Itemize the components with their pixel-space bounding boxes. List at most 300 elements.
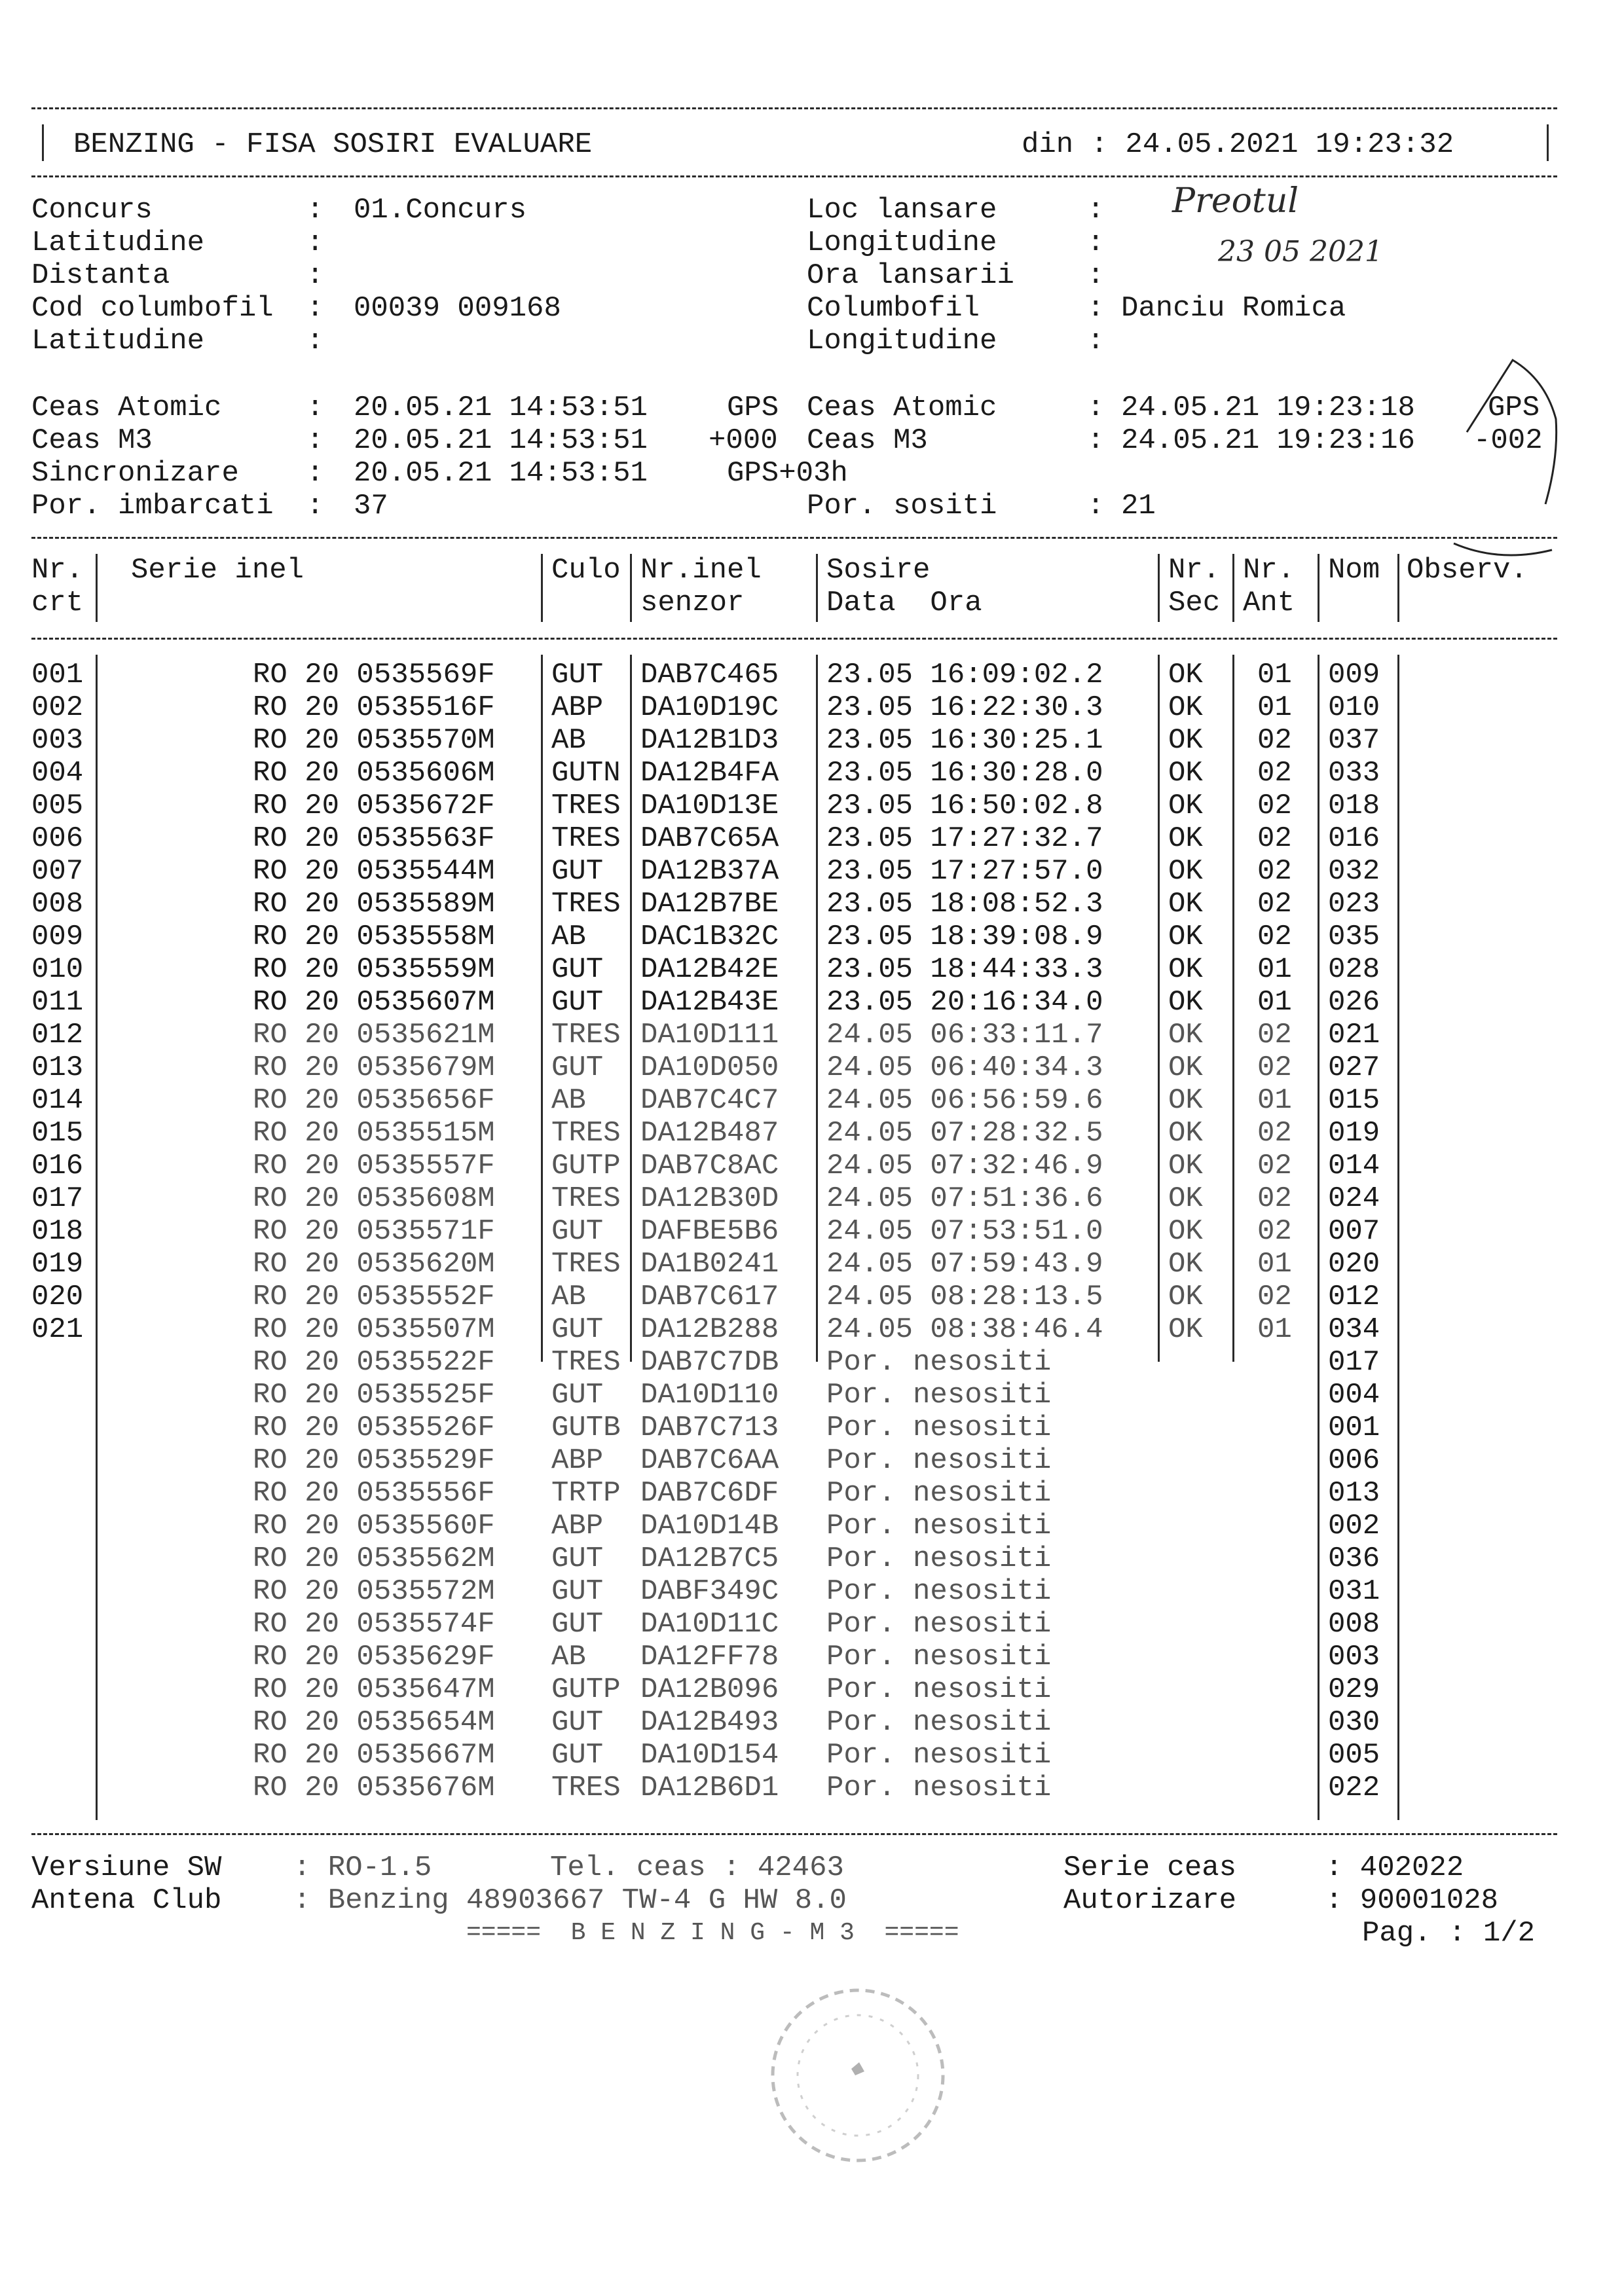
cell-serie: RO 20 0535589M — [253, 888, 495, 920]
col-sec: Sec — [1168, 587, 1221, 619]
cell-culo: GUTN — [551, 757, 621, 790]
cell-ant: 02 — [1257, 822, 1292, 855]
tel-ceas: Tel. ceas : 42463 — [550, 1851, 844, 1884]
table-row — [0, 855, 1624, 888]
cell-sec: OK — [1168, 691, 1203, 724]
cell-culo: GUT — [551, 1706, 604, 1739]
cell-serie: RO 20 0535679M — [253, 1051, 495, 1084]
cell-serie: RO 20 0535656F — [253, 1084, 495, 1117]
cell-nr: 015 — [31, 1117, 84, 1150]
cell-sosire: Por. nesositi — [826, 1608, 1052, 1641]
col-data-ora: Data Ora — [826, 587, 982, 619]
cell-nom: 027 — [1328, 1051, 1380, 1084]
cell-nom: 024 — [1328, 1182, 1380, 1215]
cell-culo: GUT — [551, 986, 604, 1019]
table-row — [0, 1608, 1624, 1641]
cell-serie: RO 20 0535544M — [253, 855, 495, 888]
cell-nom: 009 — [1328, 659, 1380, 691]
table-row — [0, 1346, 1624, 1379]
versiune-label: Versiune SW — [31, 1851, 222, 1884]
cell-sosire: 24.05 06:56:59.6 — [826, 1084, 1103, 1117]
info-label: Longitudine — [807, 227, 997, 259]
table-row — [0, 1673, 1624, 1706]
cell-nom: 020 — [1328, 1248, 1380, 1281]
cell-serie: RO 20 0535569F — [253, 659, 495, 691]
cell-culo: ABP — [551, 691, 604, 724]
cell-nom: 004 — [1328, 1379, 1380, 1412]
cell-nom: 021 — [1328, 1019, 1380, 1051]
cell-culo: AB — [551, 920, 586, 953]
info-value: 00039 009168 — [354, 292, 561, 325]
clock-extra: +000 — [709, 424, 778, 457]
cell-ant: 02 — [1257, 1182, 1292, 1215]
table-row — [0, 986, 1624, 1019]
cell-sosire: 24.05 07:53:51.0 — [826, 1215, 1103, 1248]
document-title: BENZING - FISA SOSIRI EVALUARE — [73, 128, 593, 161]
cell-serie: RO 20 0535529F — [253, 1444, 495, 1477]
cell-nom: 012 — [1328, 1281, 1380, 1313]
cell-sec: OK — [1168, 986, 1203, 1019]
cell-culo: GUT — [551, 1575, 604, 1608]
cell-ant: 01 — [1257, 691, 1292, 724]
cell-serie: RO 20 0535507M — [253, 1313, 495, 1346]
clock-label: Sincronizare — [31, 457, 239, 490]
title-bottom-rule — [31, 175, 1557, 177]
top-dashed-rule — [31, 107, 1557, 109]
handwritten-date: 23 05 2021 — [1218, 235, 1383, 268]
cell-nr: 005 — [31, 790, 84, 822]
table-row — [0, 790, 1624, 822]
handwritten-note: Preotul — [1172, 181, 1299, 221]
cell-culo: TRES — [551, 790, 621, 822]
cell-sosire: Por. nesositi — [826, 1444, 1052, 1477]
col-ant: Ant — [1243, 587, 1295, 619]
cell-sosire: 24.05 06:40:34.3 — [826, 1051, 1103, 1084]
table-row — [0, 724, 1624, 757]
table-row — [0, 888, 1624, 920]
table-row — [0, 691, 1624, 724]
cell-serie: RO 20 0535562M — [253, 1542, 495, 1575]
cell-nr: 007 — [31, 855, 84, 888]
cell-culo: AB — [551, 1281, 586, 1313]
cell-sec: OK — [1168, 1313, 1203, 1346]
cell-senzor: DAB7C617 — [640, 1281, 779, 1313]
cell-nom: 016 — [1328, 822, 1380, 855]
cell-senzor: DABF349C — [640, 1575, 779, 1608]
info-label: Distanta — [31, 259, 170, 292]
table-row — [0, 1379, 1624, 1412]
cell-sosire: 24.05 07:59:43.9 — [826, 1248, 1103, 1281]
clock-label: Ceas M3 — [31, 424, 153, 457]
cell-serie: RO 20 0535676M — [253, 1772, 495, 1804]
clock-extra: GPS+03h — [727, 457, 848, 490]
cell-ant: 02 — [1257, 1019, 1292, 1051]
cell-nom: 014 — [1328, 1150, 1380, 1182]
cell-sosire: 23.05 18:39:08.9 — [826, 920, 1103, 953]
cell-ant: 02 — [1257, 855, 1292, 888]
table-row — [0, 1281, 1624, 1313]
cell-nr: 018 — [31, 1215, 84, 1248]
cell-senzor: DA12FF78 — [640, 1641, 779, 1673]
cell-serie: RO 20 0535672F — [253, 790, 495, 822]
clock-label: Ceas Atomic — [31, 392, 222, 424]
info-label: Ora lansarii — [807, 259, 1014, 292]
cell-nom: 022 — [1328, 1772, 1380, 1804]
cell-nom: 036 — [1328, 1542, 1380, 1575]
cell-culo: GUT — [551, 1051, 604, 1084]
cell-culo: TRES — [551, 1772, 621, 1804]
cell-senzor: DA10D11C — [640, 1608, 779, 1641]
cell-nom: 007 — [1328, 1215, 1380, 1248]
cell-senzor: DA10D111 — [640, 1019, 779, 1051]
cell-senzor: DA10D19C — [640, 691, 779, 724]
cell-culo: GUT — [551, 1215, 604, 1248]
table-row — [0, 1575, 1624, 1608]
cell-serie: RO 20 0535607M — [253, 986, 495, 1019]
cell-nom: 001 — [1328, 1412, 1380, 1444]
cell-sosire: 23.05 16:50:02.8 — [826, 790, 1103, 822]
cell-nom: 034 — [1328, 1313, 1380, 1346]
cell-serie: RO 20 0535526F — [253, 1412, 495, 1444]
cell-serie: RO 20 0535556F — [253, 1477, 495, 1510]
table-row — [0, 659, 1624, 691]
cell-sosire: 24.05 07:28:32.5 — [826, 1117, 1103, 1150]
cell-senzor: DA12B43E — [640, 986, 779, 1019]
cell-nom: 015 — [1328, 1084, 1380, 1117]
cell-ant: 01 — [1257, 1313, 1292, 1346]
cell-sosire: Por. nesositi — [826, 1706, 1052, 1739]
cell-sosire: Por. nesositi — [826, 1379, 1052, 1412]
cell-sosire: Por. nesositi — [826, 1412, 1052, 1444]
cell-senzor: DAB7C6DF — [640, 1477, 779, 1510]
antena-label: Antena Club — [31, 1884, 222, 1917]
cell-sosire: Por. nesositi — [826, 1641, 1052, 1673]
cell-senzor: DA12B4FA — [640, 757, 779, 790]
table-row — [0, 1542, 1624, 1575]
clock-extra: -002 — [1473, 424, 1543, 457]
cell-ant: 02 — [1257, 920, 1292, 953]
cell-sec: OK — [1168, 1019, 1203, 1051]
cell-senzor: DA10D050 — [640, 1051, 779, 1084]
cell-culo: AB — [551, 1641, 586, 1673]
cell-nr: 004 — [31, 757, 84, 790]
cell-senzor: DA12B288 — [640, 1313, 779, 1346]
cell-ant: 01 — [1257, 1248, 1292, 1281]
clock-value: 37 — [354, 490, 388, 522]
clock-value: 24.05.21 19:23:18 — [1121, 392, 1415, 424]
col-senzor: senzor — [640, 587, 745, 619]
cell-culo: GUTP — [551, 1673, 621, 1706]
antena-value: : Benzing 48903667 TW-4 G HW 8.0 — [293, 1884, 847, 1917]
clock-extra: GPS — [727, 392, 779, 424]
cell-sosire: 23.05 16:22:30.3 — [826, 691, 1103, 724]
cell-nr: 012 — [31, 1019, 84, 1051]
cell-ant: 02 — [1257, 790, 1292, 822]
col-crt: crt — [31, 587, 84, 619]
cell-nr: 009 — [31, 920, 84, 953]
cell-culo: GUT — [551, 1379, 604, 1412]
cell-serie: RO 20 0535557F — [253, 1150, 495, 1182]
cell-ant: 02 — [1257, 1215, 1292, 1248]
col-observ: Observ. — [1407, 554, 1528, 587]
cell-sec: OK — [1168, 659, 1203, 691]
cell-culo: GUT — [551, 855, 604, 888]
cell-serie: RO 20 0535571F — [253, 1215, 495, 1248]
cell-senzor: DAB7C65A — [640, 822, 779, 855]
cell-nom: 019 — [1328, 1117, 1380, 1150]
page-number: Pag. : 1/2 — [1362, 1917, 1536, 1950]
cell-sosire: Por. nesositi — [826, 1510, 1052, 1542]
cell-sec: OK — [1168, 1051, 1203, 1084]
cell-senzor: DA10D110 — [640, 1379, 779, 1412]
cell-senzor: DAB7C4C7 — [640, 1084, 779, 1117]
clock-value: 24.05.21 19:23:16 — [1121, 424, 1415, 457]
table-row — [0, 1051, 1624, 1084]
table-row — [0, 822, 1624, 855]
cell-sec: OK — [1168, 1084, 1203, 1117]
cell-culo: TRES — [551, 822, 621, 855]
cell-nom: 032 — [1328, 855, 1380, 888]
table-row — [0, 1706, 1624, 1739]
clock-label: Por. imbarcati — [31, 490, 274, 522]
cell-nr: 020 — [31, 1281, 84, 1313]
cell-ant: 02 — [1257, 888, 1292, 920]
table-row — [0, 1084, 1624, 1117]
cell-serie: RO 20 0535667M — [253, 1739, 495, 1772]
col-serie: Serie inel — [131, 554, 304, 587]
cell-sec: OK — [1168, 757, 1203, 790]
cell-nr: 003 — [31, 724, 84, 757]
header-bottom-rule — [31, 638, 1557, 640]
cell-nom: 029 — [1328, 1673, 1380, 1706]
info-value: 01.Concurs — [354, 194, 527, 227]
col-nrsec: Nr. — [1168, 554, 1221, 587]
cell-nom: 035 — [1328, 920, 1380, 953]
cell-culo: AB — [551, 1084, 586, 1117]
table-row — [0, 1641, 1624, 1673]
clock-label: Por. sositi — [807, 490, 997, 522]
cell-culo: GUTP — [551, 1150, 621, 1182]
cell-sec: OK — [1168, 1150, 1203, 1182]
clocks-bottom-rule — [31, 537, 1557, 539]
cell-culo: GUT — [551, 953, 604, 986]
cell-nom: 010 — [1328, 691, 1380, 724]
serie-ceas-value: : 402022 — [1325, 1851, 1464, 1884]
cell-senzor: DA1B0241 — [640, 1248, 779, 1281]
clock-extra: GPS — [1488, 392, 1540, 424]
cell-serie: RO 20 0535558M — [253, 920, 495, 953]
document-page: BENZING - FISA SOSIRI EVALUARE din : 24.05.2021 19:23:32 Concurs : 01.Concurs Latitudine : Distanta : Cod columbofil : 00039 009168 Latitudine : Loc lansare : Longitudine : Ora lansarii : Columbofil : Danciu Romica Longitudine : Preotul 23 05 2021 Ceas Atomic : 20.05.21 14:53:51 GPS Ceas M3 : 20.05.21 14:53:51 +000 Sincronizare : 20.05.21 14:53:51 GPS+03h Por. imbarcati : 37 Ceas Atomic : 24.05.21 19:23:18 GPS Ceas M3 : 24.05.21 19:23:16 -002 Por. sositi : 21 Nr. crt Serie inel Culo Nr.inel senzor Sosire Data Ora Nr. Sec Nr. Ant Nom Observ. 001 RO 20 0535569F GUT DAB7C465 23.05 16:09:02.2 OK 01 009 002 RO 20 0535516F ABP DA10D19C 23.05 16:22:30.3 OK 01 010 003 RO 20 0535570M AB DA12B1D3 23.05 16:30:25.1 OK 02 037 004 RO 20 0535606M GUTN DA12B4FA 23.05 16:30:28.0 OK 02 033 005 RO 20 0535672F TRES DA10D13E 23.05 16:50:02.8 OK 02 018 006 RO 20 0535563F TRES DAB7C65A 23.05 17:27:32.7 OK 02 016 007 RO 20 0535544M GUT DA12B37A 23.05 17:27:57.0 OK 02 032 008 RO 20 0535589M TRES DA12B7BE 23.05 18:08:52.3 OK 02 023 009 RO 20 0535558M AB DAC1B32C 23.05 18:39:08.9 OK 02 035 010 RO 20 0535559M GUT DA12B42E 23.05 18:44:33.3 OK 01 028 011 RO 20 0535607M GUT DA12B43E 23.05 20:16:34.0 OK 01 026 012 RO 20 0535621M TRES DA10D111 24.05 06:33:11.7 OK 02 021 013 RO 20 0535679M GUT DA10D050 24.05 06:40:34.3 OK 02 027 014 RO 20 0535656F AB DAB7C4C7 24.05 06:56:59.6 OK 01 015 015 RO 20 0535515M TRES DA12B487 24.05 07:28:32.5 OK 02 019 016 RO 20 0535557F GUTP DAB7C8AC 24.05 07:32:46.9 OK 02 014 017 RO 20 0535608M TRES DA12B30D 24.05 07:51:36.6 OK 02 024 018 RO 20 0535571F GUT DAFBE5B6 24.05 07:53:51.0 OK 02 007 019 RO 20 0535620M TRES DA1B0241 24.05 07:59:43.9 OK 01 020 020 RO 20 0535552F AB DAB7C617 24.05 08:28:13.5 OK 02 012 021 RO 20 0535507M GUT DA12B288 24.05 08:38:46.4 OK 01 034 RO 20 0535522F TRES DAB7C7DB Por. nesositi 017 RO 20 0535525F GUT DA10D110 Por. nesositi 004 RO 20 0535526F GUTB DAB7C713 Por. nesositi 001 RO 20 0535529F ABP DAB7C6AA Por. nesositi 006 RO 20 0535556F TRTP DAB7C6DF Por. nesositi 013 RO 20 0535560F ABP DA10D14B Por. nesositi 002 RO 20 0535562M GUT DA12B7C5 Por. nesositi 036 RO 20 0535572M GUT DABF349C Por. nesositi 031 RO 20 0535574F GUT DA10D11C Por. nesositi 008 RO 20 0535629F AB DA12FF78 Por. nesositi 003 RO 20 0535647M GUTP DA12B096 Por. nesositi 029 RO 20 0535654M GUT DA12B493 Por. nesositi 030 RO 20 0535667M GUT DA10D154 Por. nesositi 005 RO 20 0535676M TRES DA12B6D1 Por. nesositi 022 Versiune SW : RO-1.5 Tel. ceas : 42463 Serie ceas : 402022 Antena Club : Benzing 48903667 TW-4 G HW 8.0 Autorizare : 90001028 ===== B E N Z I N G - M 3 ===== Pag. : 1/2 — [0, 0, 1624, 2296]
cell-serie: RO 20 0535621M — [253, 1019, 495, 1051]
cell-serie: RO 20 0535654M — [253, 1706, 495, 1739]
cell-ant: 02 — [1257, 724, 1292, 757]
print-date: din : 24.05.2021 19:23:32 — [1022, 128, 1454, 161]
cell-senzor: DA12B37A — [640, 855, 779, 888]
cell-sosire: Por. nesositi — [826, 1739, 1052, 1772]
cell-sec: OK — [1168, 953, 1203, 986]
cell-senzor: DA12B6D1 — [640, 1772, 779, 1804]
cell-ant: 02 — [1257, 757, 1292, 790]
table-row — [0, 1412, 1624, 1444]
cell-nr: 021 — [31, 1313, 84, 1346]
cell-ant: 01 — [1257, 986, 1292, 1019]
cell-nr: 010 — [31, 953, 84, 986]
table-row — [0, 953, 1624, 986]
cell-senzor: DA12B1D3 — [640, 724, 779, 757]
cell-culo: TRES — [551, 1346, 621, 1379]
cell-senzor: DAB7C6AA — [640, 1444, 779, 1477]
cell-culo: GUTB — [551, 1412, 621, 1444]
cell-serie: RO 20 0535629F — [253, 1641, 495, 1673]
cell-senzor: DAC1B32C — [640, 920, 779, 953]
clock-label: Ceas M3 — [807, 424, 928, 457]
cell-sosire: 23.05 16:09:02.2 — [826, 659, 1103, 691]
cell-nom: 030 — [1328, 1706, 1380, 1739]
table-row — [0, 1019, 1624, 1051]
cell-ant: 01 — [1257, 1084, 1292, 1117]
cell-sosire: 23.05 20:16:34.0 — [826, 986, 1103, 1019]
cell-culo: GUT — [551, 1542, 604, 1575]
table-row — [0, 1182, 1624, 1215]
col-nrant: Nr. — [1243, 554, 1295, 587]
cell-nom: 023 — [1328, 888, 1380, 920]
cell-senzor: DA12B096 — [640, 1673, 779, 1706]
cell-nr: 008 — [31, 888, 84, 920]
stamp-seal — [760, 1977, 956, 2174]
table-row — [0, 1313, 1624, 1346]
cell-sosire: 24.05 08:28:13.5 — [826, 1281, 1103, 1313]
clock-value: 20.05.21 14:53:51 — [354, 392, 648, 424]
cell-serie: RO 20 0535572M — [253, 1575, 495, 1608]
col-sosire: Sosire — [826, 554, 931, 587]
cell-senzor: DA12B487 — [640, 1117, 779, 1150]
col-nr: Nr. — [31, 554, 84, 587]
serie-ceas-label: Serie ceas — [1063, 1851, 1237, 1884]
title-left-bar — [42, 124, 44, 161]
cell-sosire: Por. nesositi — [826, 1575, 1052, 1608]
cell-serie: RO 20 0535522F — [253, 1346, 495, 1379]
cell-culo: ABP — [551, 1510, 604, 1542]
table-row — [0, 1444, 1624, 1477]
info-label: Latitudine — [31, 325, 205, 357]
cell-sosire: 24.05 07:32:46.9 — [826, 1150, 1103, 1182]
table-row — [0, 1150, 1624, 1182]
clock-value: 20.05.21 14:53:51 — [354, 457, 648, 490]
cell-culo: GUT — [551, 1313, 604, 1346]
cell-nr: 006 — [31, 822, 84, 855]
table-row — [0, 1477, 1624, 1510]
table-row — [0, 1510, 1624, 1542]
cell-nom: 026 — [1328, 986, 1380, 1019]
cell-nr: 011 — [31, 986, 84, 1019]
table-bottom-rule — [31, 1833, 1557, 1835]
cell-senzor: DAB7C465 — [640, 659, 779, 691]
cell-culo: TRES — [551, 1182, 621, 1215]
cell-serie: RO 20 0535570M — [253, 724, 495, 757]
cell-culo: TRES — [551, 1019, 621, 1051]
cell-nom: 005 — [1328, 1739, 1380, 1772]
cell-nr: 016 — [31, 1150, 84, 1182]
cell-sosire: 23.05 18:44:33.3 — [826, 953, 1103, 986]
cell-nom: 031 — [1328, 1575, 1380, 1608]
cell-sosire: 24.05 08:38:46.4 — [826, 1313, 1103, 1346]
cell-nom: 037 — [1328, 724, 1380, 757]
cell-sec: OK — [1168, 1281, 1203, 1313]
table-row — [0, 1215, 1624, 1248]
cell-nom: 033 — [1328, 757, 1380, 790]
cell-nom: 017 — [1328, 1346, 1380, 1379]
col-culo: Culo — [551, 554, 621, 587]
cell-senzor: DAB7C8AC — [640, 1150, 779, 1182]
cell-nr: 019 — [31, 1248, 84, 1281]
cell-serie: RO 20 0535560F — [253, 1510, 495, 1542]
cell-culo: TRTP — [551, 1477, 621, 1510]
autorizare-value: : 90001028 — [1325, 1884, 1499, 1917]
cell-nr: 017 — [31, 1182, 84, 1215]
cell-sosire: Por. nesositi — [826, 1542, 1052, 1575]
cell-ant: 02 — [1257, 1051, 1292, 1084]
cell-culo: GUT — [551, 659, 604, 691]
cell-culo: ABP — [551, 1444, 604, 1477]
cell-serie: RO 20 0535515M — [253, 1117, 495, 1150]
cell-serie: RO 20 0535516F — [253, 691, 495, 724]
cell-sosire: Por. nesositi — [826, 1477, 1052, 1510]
cell-serie: RO 20 0535525F — [253, 1379, 495, 1412]
cell-nom: 028 — [1328, 953, 1380, 986]
cell-ant: 01 — [1257, 953, 1292, 986]
cell-sosire: Por. nesositi — [826, 1673, 1052, 1706]
cell-serie: RO 20 0535606M — [253, 757, 495, 790]
col-nom: Nom — [1328, 554, 1380, 587]
col-nrinel: Nr.inel — [640, 554, 762, 587]
cell-serie: RO 20 0535563F — [253, 822, 495, 855]
cell-sosire: Por. nesositi — [826, 1772, 1052, 1804]
cell-sec: OK — [1168, 855, 1203, 888]
info-label: Cod columbofil — [31, 292, 274, 325]
cell-nom: 006 — [1328, 1444, 1380, 1477]
cell-culo: TRES — [551, 1117, 621, 1150]
cell-culo: AB — [551, 724, 586, 757]
cell-senzor: DA10D14B — [640, 1510, 779, 1542]
cell-sosire: 24.05 06:33:11.7 — [826, 1019, 1103, 1051]
cell-senzor: DA10D13E — [640, 790, 779, 822]
cell-senzor: DAFBE5B6 — [640, 1215, 779, 1248]
cell-culo: GUT — [551, 1608, 604, 1641]
autorizare-label: Autorizare — [1063, 1884, 1237, 1917]
info-label: Columbofil — [807, 292, 980, 325]
table-row — [0, 757, 1624, 790]
cell-sosire: 23.05 16:30:28.0 — [826, 757, 1103, 790]
cell-nr: 002 — [31, 691, 84, 724]
cell-senzor: DA12B30D — [640, 1182, 779, 1215]
cell-nom: 013 — [1328, 1477, 1380, 1510]
cell-senzor: DAB7C7DB — [640, 1346, 779, 1379]
cell-ant: 02 — [1257, 1281, 1292, 1313]
cell-senzor: DA12B7C5 — [640, 1542, 779, 1575]
cell-sosire: Por. nesositi — [826, 1346, 1052, 1379]
table-row — [0, 1772, 1624, 1804]
cell-senzor: DA12B42E — [640, 953, 779, 986]
cell-ant: 02 — [1257, 1150, 1292, 1182]
cell-ant: 01 — [1257, 659, 1292, 691]
cell-sec: OK — [1168, 920, 1203, 953]
cell-sec: OK — [1168, 1182, 1203, 1215]
table-row — [0, 920, 1624, 953]
title-right-bar — [1547, 124, 1549, 161]
info-label: Latitudine — [31, 227, 205, 259]
cell-sec: OK — [1168, 724, 1203, 757]
cell-sosire: 23.05 17:27:32.7 — [826, 822, 1103, 855]
